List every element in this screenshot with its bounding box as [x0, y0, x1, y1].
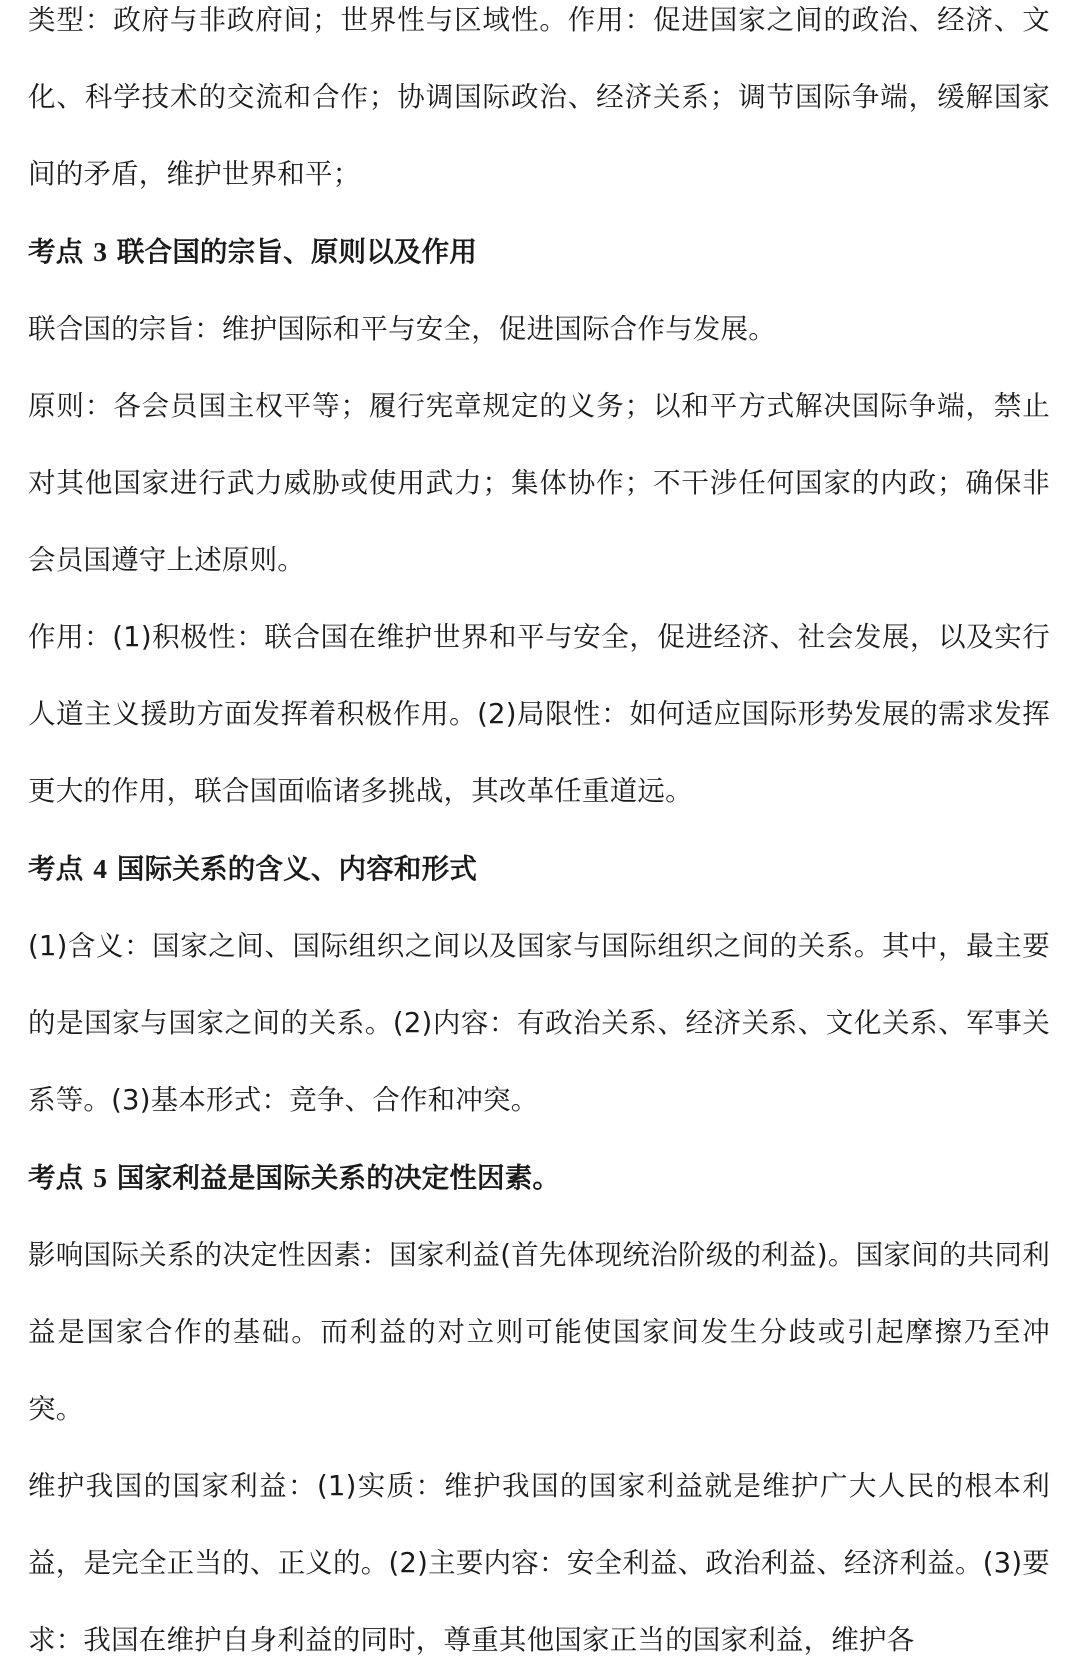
heading-prefix: 考点	[28, 1162, 84, 1194]
heading-prefix: 考点	[28, 236, 84, 268]
paragraph-types-and-roles: 类型：政府与非政府间；世界性与区域性。作用：促进国家之间的政治、经济、文化、科学技术的交流和合作；协调国际政治、经济关系；调节国际争端，缓解国家间的矛盾，维护世界和平；	[28, 4, 1050, 190]
paragraph-intl-relations: (1)含义：国家之间、国际组织之间以及国家与国际组织之间的关系。其中，最主要的是国家与国家之间的关系。(2)内容：有政治关系、经济关系、文化关系、军事关系等。(3)基本形式：竞争、合作和冲突。	[28, 930, 1050, 1116]
heading-number: 4	[93, 853, 108, 884]
heading-number: 3	[93, 236, 108, 267]
heading-prefix: 考点	[28, 853, 84, 885]
heading-number: 5	[93, 1162, 108, 1193]
paragraph-national-interest: 影响国际关系的决定性因素：国家利益(首先体现统治阶级的利益)。国家间的共同利益是国家合作的基础。而利益的对立则可能使国家间发生分歧或引起摩擦乃至冲突。	[28, 1239, 1050, 1425]
paragraph-un-role: 作用：(1)积极性：联合国在维护世界和平与安全，促进经济、社会发展，以及实行人道主义援助方面发挥着积极作用。(2)局限性：如何适应国际形势发展的需求发挥更大的作用，联合国面临诸多挑战，其改革任重道远。	[28, 621, 1050, 807]
heading-title: 国家利益是国际关系的决定性因素。	[116, 1162, 561, 1194]
heading-point-4	[28, 830, 1050, 908]
paragraph-un-principles: 原则：各会员国主权平等；履行宪章规定的义务；以和平方式解决国际争端，禁止对其他国家进行武力威胁或使用武力；集体协作；不干涉任何国家的内政；确保非会员国遵守上述原则。	[28, 390, 1050, 576]
heading-point-5	[28, 1139, 1050, 1217]
paragraph-protect-interest: 维护我国的国家利益：(1)实质：维护我国的国家利益就是维护广大人民的根本利益，是完全正当的、正义的。(2)主要内容：安全利益、政治利益、经济利益。(3)要求：我国在维护自身利益的同时，尊重其他国家正当的国家利益，维护各	[28, 1470, 1050, 1656]
heading-title: 国际关系的含义、内容和形式	[116, 853, 478, 885]
paragraph-un-purpose: 联合国的宗旨：维护国际和平与安全，促进国际合作与发展。	[28, 313, 776, 345]
heading-point-3	[28, 213, 1050, 291]
heading-title: 联合国的宗旨、原则以及作用	[116, 236, 478, 268]
